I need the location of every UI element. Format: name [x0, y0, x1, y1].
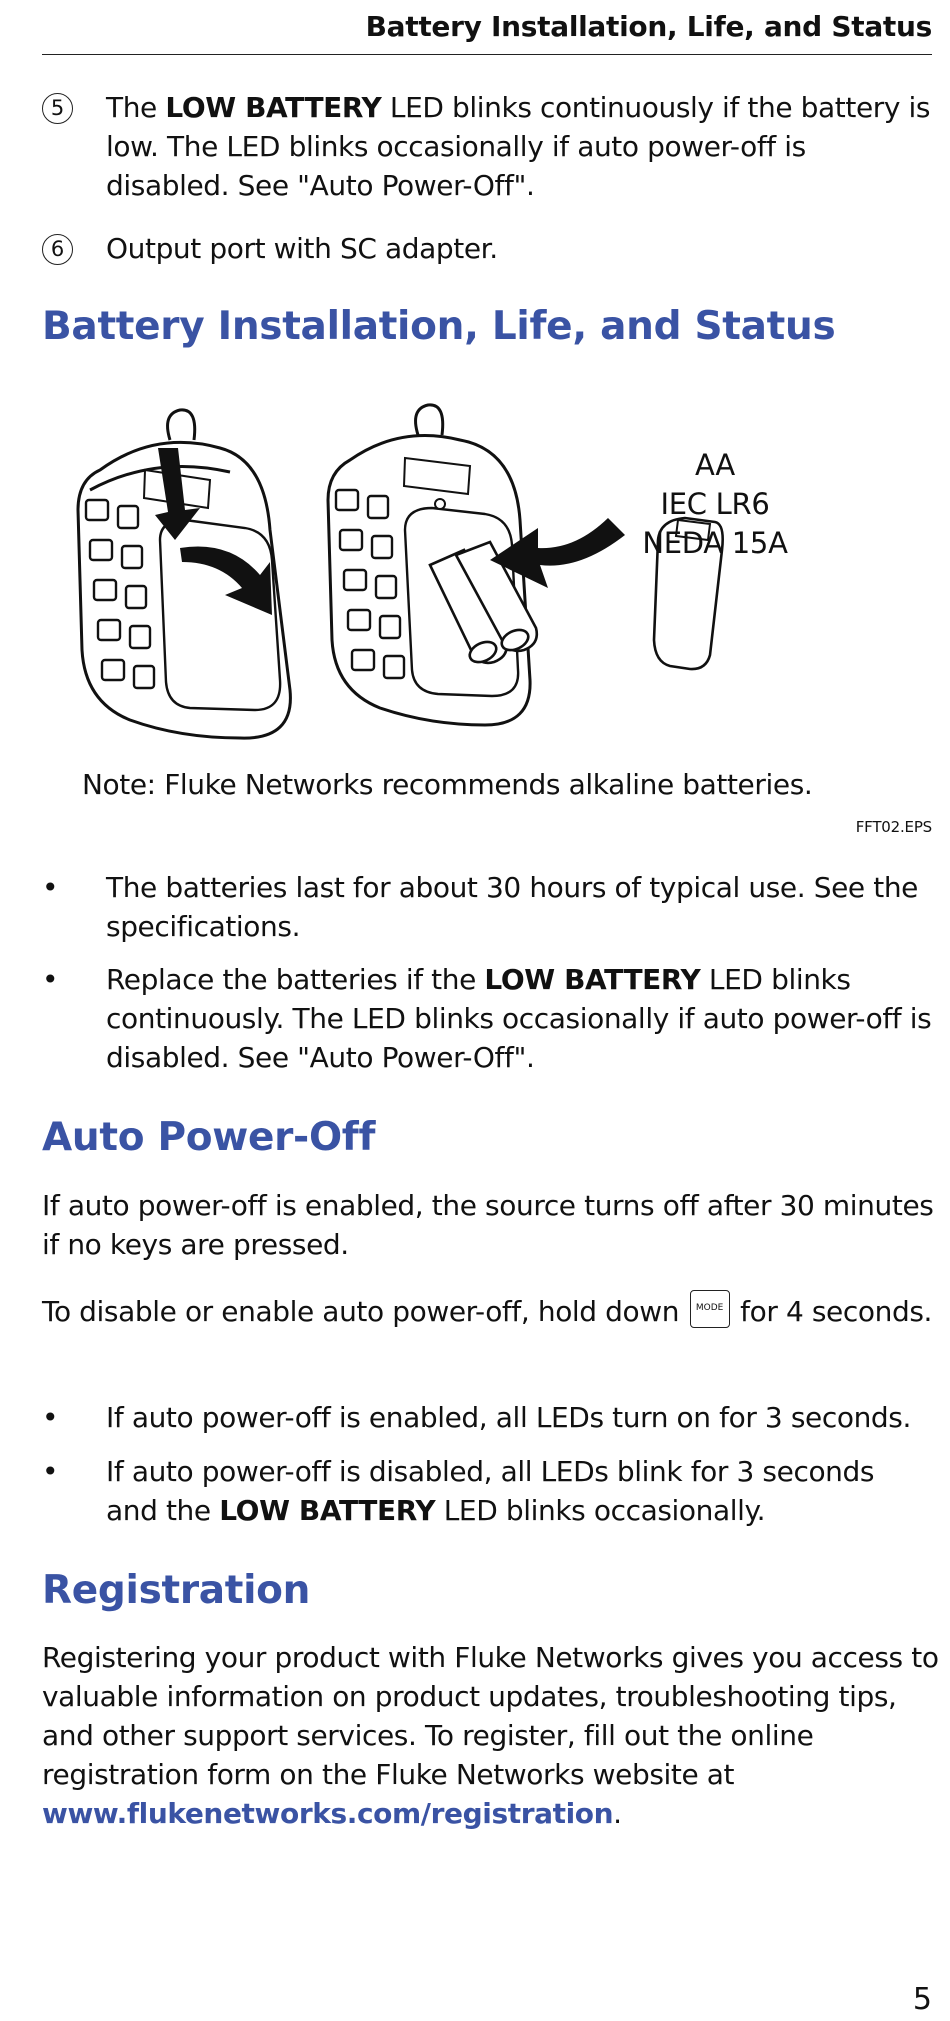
battery-type-neda: NEDA 15A [642, 526, 788, 560]
section-heading-battery: Battery Installation, Life, and Status [42, 304, 836, 349]
registration-paragraph: Registering your product with Fluke Networks gives you access to valuable information on product updates, troubleshooting tips, and other support services. To register, fill out the online registration form on the Fluke Networks website at www.flukenetworks.com/registration. [42, 1641, 939, 1830]
callout-text: The LOW BATTERY LED blinks continuously if the battery is low. The LED blinks occasionally if auto power-off is disabled. See "Auto Power-Off". [106, 91, 931, 202]
callout-item-6 [42, 229, 932, 268]
bullet-dot: • [42, 871, 59, 904]
auto-power-off-paragraph-2: To disable or enable auto power-off, hold down MODE for 4 seconds. [42, 1292, 942, 1332]
auto-power-off-paragraph-1: If auto power-off is enabled, the source turns off after 30 minutes if no keys are pressed. [42, 1189, 934, 1261]
battery-bullet-2: • Replace the batteries if the LOW BATTERY LED blinks continuously. The LED blinks occasionally if auto power-off is disabled. See "Auto Power-Off". [42, 960, 932, 1077]
registration-link[interactable]: www.flukenetworks.com/registration [42, 1797, 614, 1830]
section-heading-auto-power-off: Auto Power-Off [42, 1115, 376, 1160]
header-rule [42, 54, 932, 55]
bullet-dot: • [42, 1401, 59, 1434]
callout-text: Output port with SC adapter. [106, 232, 498, 265]
figure-note: Note: Fluke Networks recommends alkaline batteries. [82, 768, 813, 801]
battery-type-label [640, 446, 790, 563]
battery-bullet-1: • The batteries last for about 30 hours of typical use. See the specifications. [42, 868, 932, 946]
callout-number: 5 [42, 93, 73, 124]
callout-item-5 [42, 88, 932, 205]
mode-key-icon: MODE [690, 1290, 730, 1328]
page-number: 5 [912, 1982, 932, 2017]
bullet-dot: • [42, 963, 59, 996]
running-header: Battery Installation, Life, and Status [365, 10, 932, 43]
bullet-dot: • [42, 1455, 59, 1488]
battery-type-iec: IEC LR6 [660, 487, 770, 521]
auto-power-off-bullet-2: • If auto power-off is disabled, all LEDs blink for 3 seconds and the LOW BATTERY LED blinks occasionally. [42, 1452, 932, 1530]
auto-power-off-bullet-1: • If auto power-off is enabled, all LEDs turn on for 3 seconds. [42, 1398, 932, 1437]
callout-number: 6 [42, 234, 73, 265]
battery-type-aa: AA [695, 448, 735, 482]
battery-installation-figure [60, 390, 940, 760]
figure-reference: FFT02.EPS [855, 818, 932, 836]
section-heading-registration: Registration [42, 1568, 311, 1613]
